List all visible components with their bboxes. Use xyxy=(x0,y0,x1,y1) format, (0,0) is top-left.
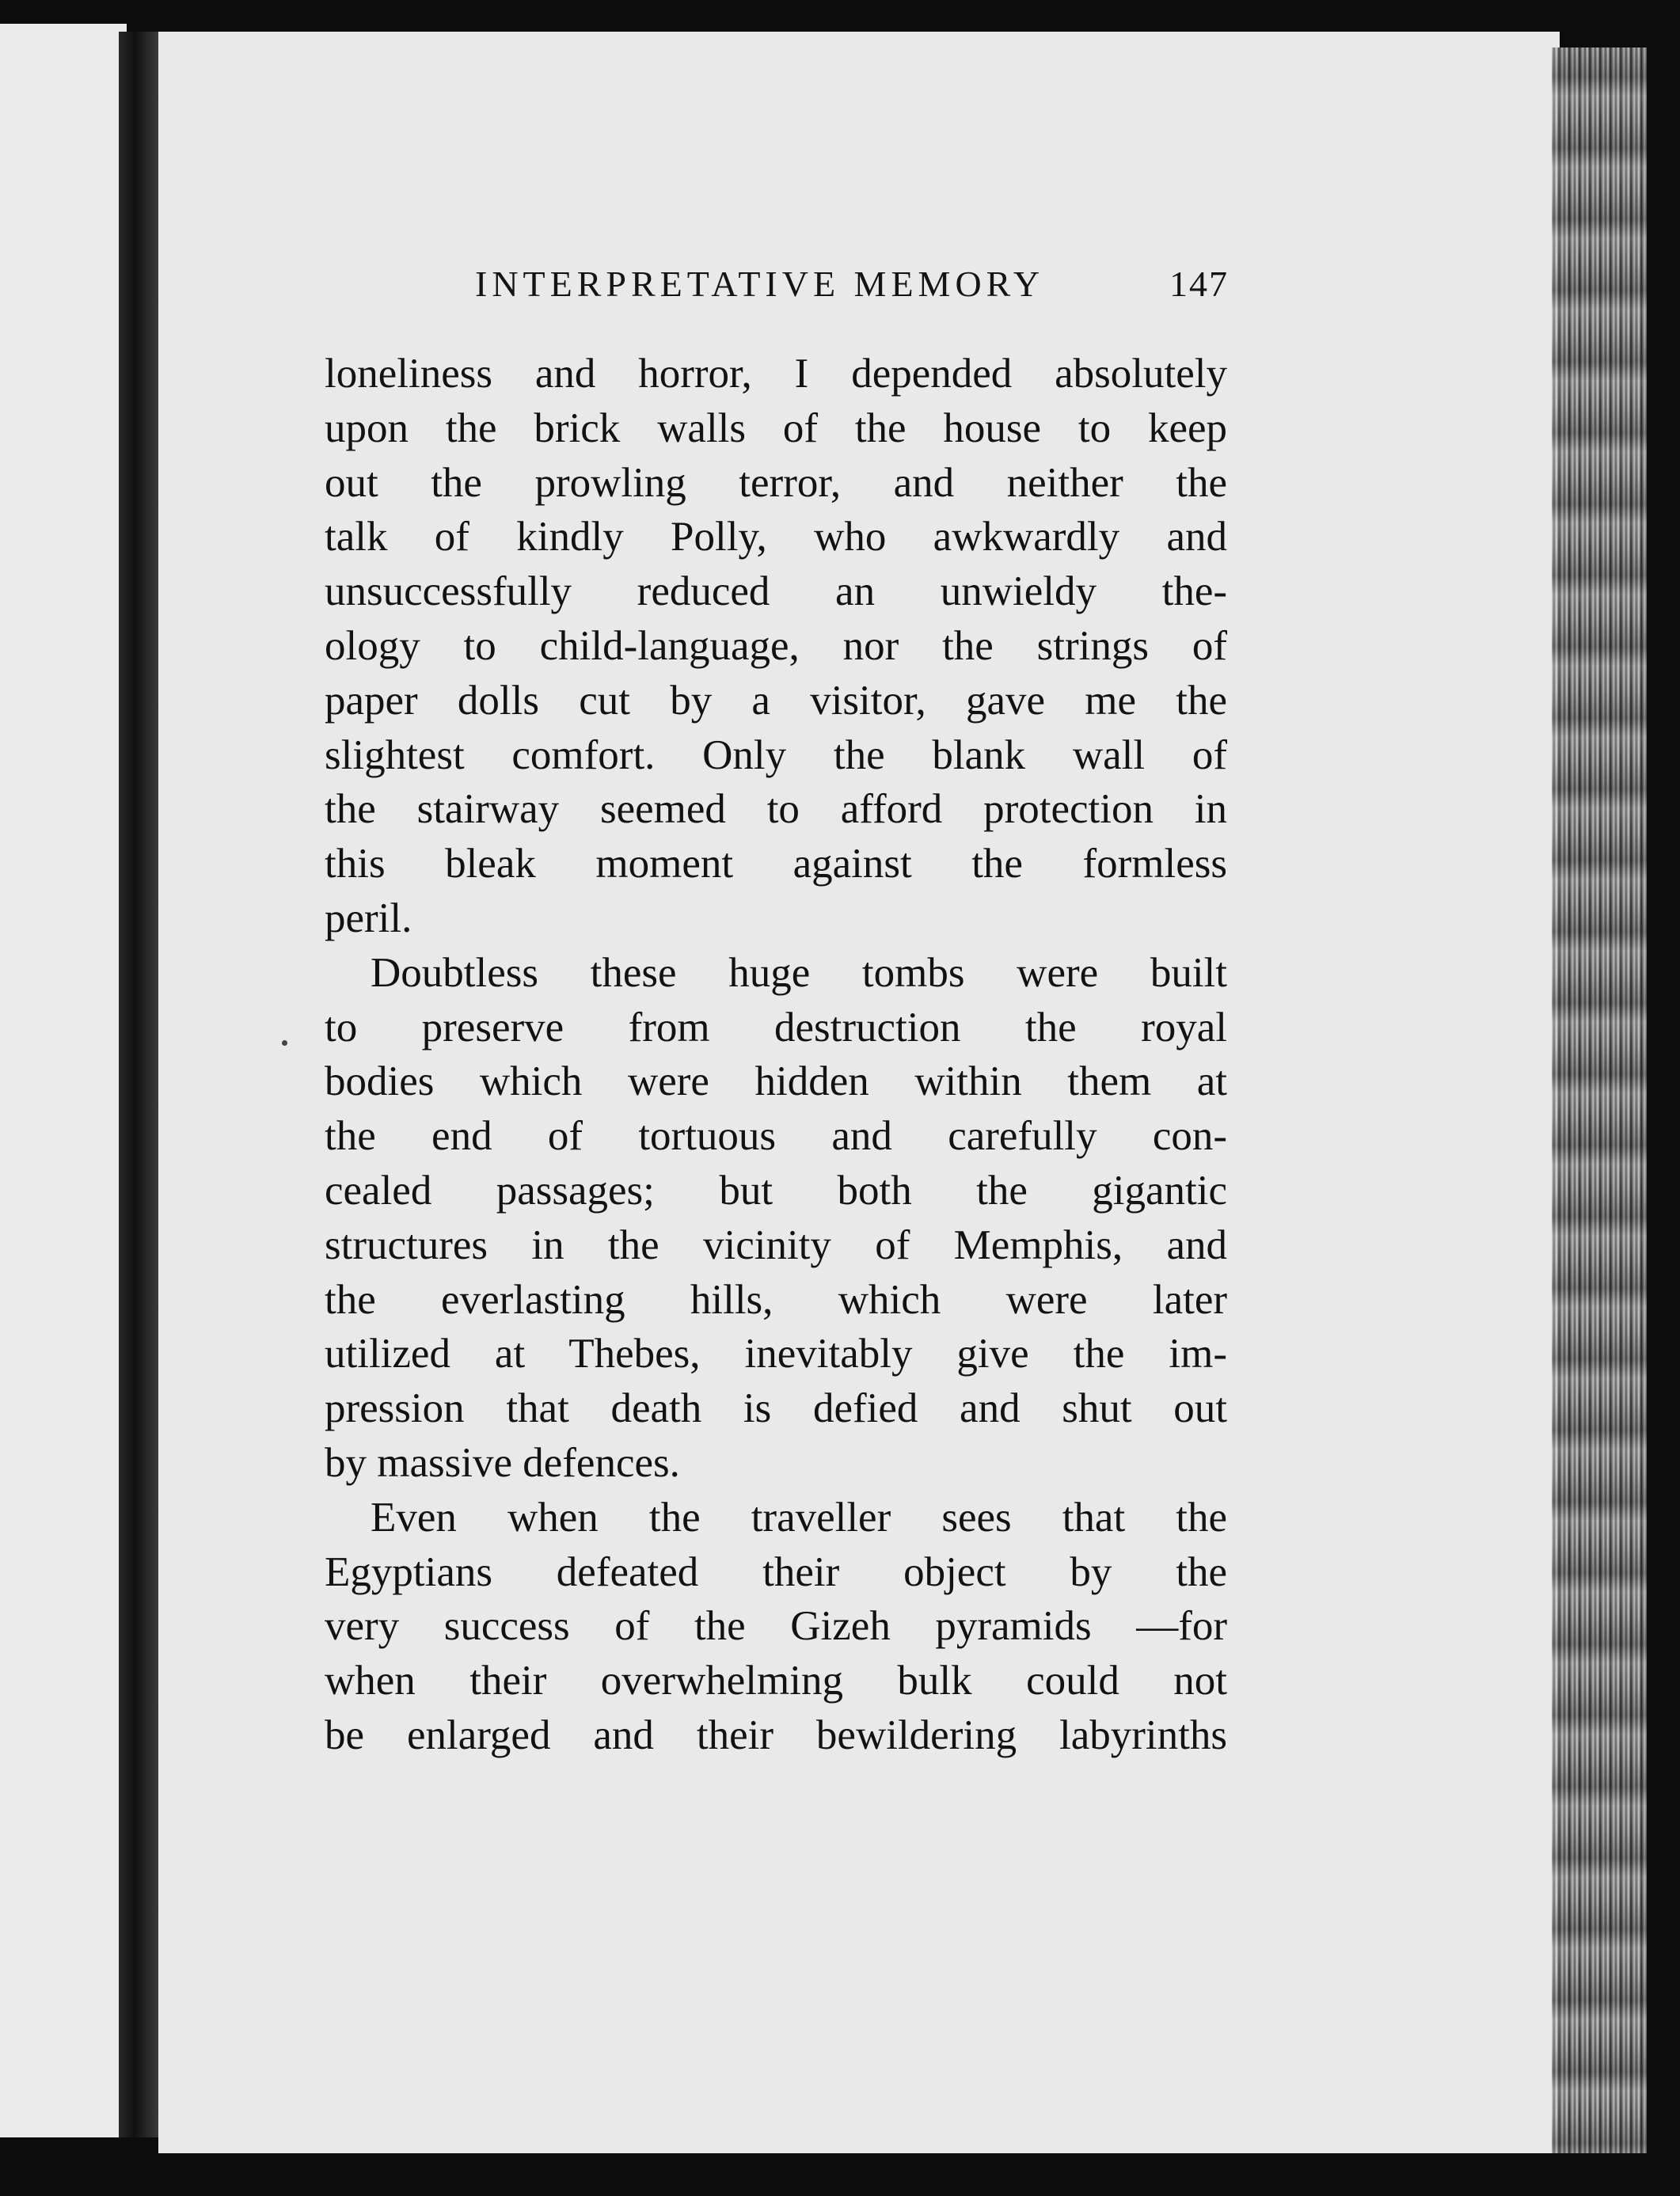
text-line: bodies which were hidden within them at xyxy=(325,1058,1227,1105)
paragraph-first-line: Doubtless these huge tombs were built xyxy=(371,949,1227,996)
text-line: paper dolls cut by a visitor, gave me the xyxy=(325,677,1227,724)
text-line: out the prowling terror, and neither the xyxy=(325,459,1227,506)
text-line: when their overwhelming bulk could not xyxy=(325,1658,1227,1704)
text-line: the stairway seemed to afford protection in xyxy=(325,786,1227,833)
text-line: structures in the vicinity of Memphis, and xyxy=(325,1221,1227,1268)
text-line: slightest comfort. Only the blank wall of xyxy=(325,731,1227,778)
running-head xyxy=(475,263,1235,318)
text-line: pression that death is defied and shut out xyxy=(325,1385,1227,1432)
text-line: upon the brick walls of the house to keep xyxy=(325,405,1227,451)
text-line: cealed passages; but both the gigantic xyxy=(325,1167,1227,1214)
text-line: talk of kindly Polly, who awkwardly and xyxy=(325,514,1227,560)
text-line: utilized at Thebes, inevitably give the im- xyxy=(325,1331,1227,1377)
page-fore-edge-shading xyxy=(1552,47,1647,2153)
paragraph-first-line: Even when the traveller sees that the xyxy=(371,1494,1227,1541)
stray-ink-mark xyxy=(282,1040,287,1046)
text-line: very success of the Gizeh pyramids —for xyxy=(325,1603,1227,1650)
text-line: the end of tortuous and carefully con- xyxy=(325,1113,1227,1160)
running-head-title: INTERPRETATIVE MEMORY xyxy=(475,264,1045,304)
facing-page-edge xyxy=(0,24,127,2137)
text-line: ology to child-language, nor the strings of xyxy=(325,622,1227,669)
text-line: the everlasting hills, which were later xyxy=(325,1276,1227,1323)
text-line: unsuccessfully reduced an unwieldy the- xyxy=(325,568,1227,615)
text-line: be enlarged and their bewildering labyrinths xyxy=(325,1712,1227,1758)
page-number: 147 xyxy=(1169,264,1229,304)
body-text xyxy=(325,347,1227,1763)
text-line: peril. xyxy=(325,895,412,941)
book-gutter xyxy=(119,32,158,2137)
text-line: by massive defences. xyxy=(325,1439,680,1486)
text-line: this bleak moment against the formless xyxy=(325,841,1227,887)
text-line: to preserve from destruction the royal xyxy=(325,1004,1227,1051)
text-line: Egyptians defeated their object by the xyxy=(325,1548,1227,1595)
text-line: loneliness and horror, I depended absolutely xyxy=(325,351,1227,397)
